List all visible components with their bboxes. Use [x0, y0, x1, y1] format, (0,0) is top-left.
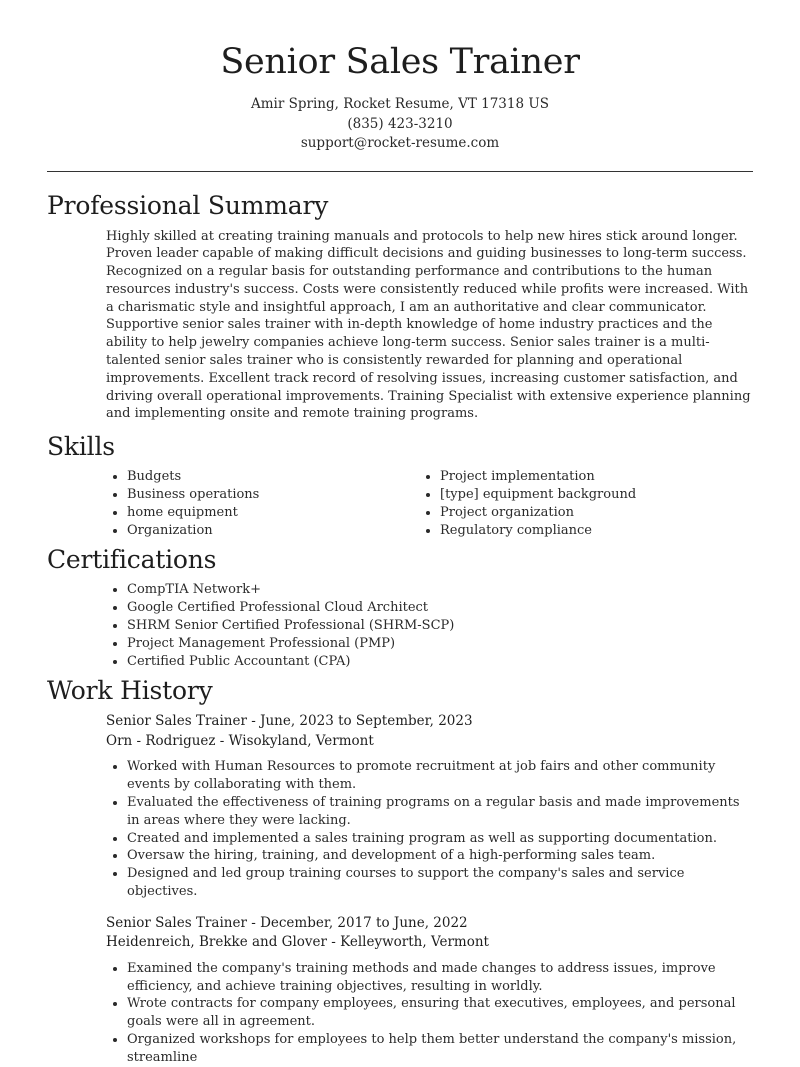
job-company-line: [106, 933, 753, 953]
job-bullet: • Created and implemented a sales training program as well as supporting documentation.: [127, 830, 753, 848]
certification-item: • SHRM Senior Certified Professional (SHRM-SCP): [127, 617, 753, 635]
summary-text: Highly skilled at creating training manuals and protocols to help new hires stick around longer. Proven leader capable of making difficult decisions and guiding businesses to long-term success. Recognized on a regular basis for outstanding performance and contributions to the human resources industry's success. Costs were consistently reduced while profits were increased. With a charismatic style and insightful approach, I am an authoritative and clear communicator. Supportive senior sales trainer with in-depth knowledge of home industry practices and the ability to help jewelry companies achieve long-term success. Senior sales trainer is a multi-talented senior sales trainer who is consistently rewarded for planning and operational improvements. Excellent track record of resolving issues, increasing customer satisfaction, and driving overall operational improvements. Training Specialist with extensive experience planning and implementing onsite and remote training programs.: [106, 228, 751, 422]
certification-item: • Google Certified Professional Cloud Architect: [127, 599, 753, 617]
skills-column-left: [127, 468, 440, 539]
email-line: support@rocket-resume.com: [300, 135, 500, 151]
separator: -: [246, 914, 261, 931]
skill-item: • [type] equipment background: [440, 486, 753, 504]
job-role-line: [106, 712, 753, 732]
job-company-line: [106, 732, 753, 752]
work-history-section: [47, 675, 753, 1066]
job-bullet: • Examined the company's training methods and made changes to address issues, improve efficiency, and achieve training objectives, resulting in worldly.: [127, 960, 753, 996]
job-bullet: • Wrote contracts for company employees, ensuring that executives, employees, and personal goals were all in agreement.: [127, 995, 753, 1031]
job-entry: [47, 914, 753, 1067]
skill-item: • Regulatory compliance: [440, 522, 753, 540]
work-history-heading: Work History: [47, 676, 213, 706]
certification-item: • Project Management Professional (PMP): [127, 635, 753, 653]
job-dates: June, 2023 to September, 2023: [260, 713, 473, 730]
skill-item: • Budgets: [127, 468, 440, 486]
address-line: Amir Spring, Rocket Resume, VT 17318 US: [251, 96, 549, 112]
job-bullet: • Evaluated the effectiveness of training programs on a regular basis and made improvements in areas where they were lacking.: [127, 794, 753, 830]
job-dates: December, 2017 to June, 2022: [260, 914, 468, 931]
certifications-section: [47, 544, 753, 670]
skill-item: • home equipment: [127, 504, 440, 522]
certifications-list: [127, 581, 753, 670]
skills-column-right: [440, 468, 753, 539]
resume-header: [47, 0, 753, 154]
summary-heading: Professional Summary: [47, 190, 329, 220]
separator: -: [246, 713, 261, 730]
job-bullets: [127, 960, 753, 1067]
contact-block: [47, 95, 753, 154]
job-bullet: • Organized workshops for employees to help them better understand the company's mission, streamline: [127, 1031, 753, 1067]
certification-item: • CompTIA Network+: [127, 581, 753, 599]
skills-grid: [127, 468, 753, 539]
skill-item: • Organization: [127, 522, 440, 540]
skill-item: • Project implementation: [440, 468, 753, 486]
separator: -: [326, 934, 341, 951]
skill-item: • Business operations: [127, 486, 440, 504]
separator: -: [215, 732, 229, 749]
summary-section: [47, 190, 753, 424]
job-bullet: • Designed and led group training courses to support the company's sales and service objectives.: [127, 865, 753, 901]
job-bullet: • Worked with Human Resources to promote recruitment at job fairs and other community events by collaborating with them.: [127, 758, 753, 794]
job-role: Senior Sales Trainer: [106, 914, 247, 931]
job-bullets: [127, 758, 753, 900]
skill-item: • Project organization: [440, 504, 753, 522]
skills-heading: Skills: [47, 432, 115, 462]
job-bullet: • Oversaw the hiring, training, and development of a high-performing sales team.: [127, 847, 753, 865]
phone-line: (835) 423-3210: [347, 115, 453, 132]
job-role-line: [106, 914, 753, 934]
job-location: Kelleyworth, Vermont: [340, 934, 489, 951]
skills-section: [47, 431, 753, 539]
job-entry: [47, 712, 753, 900]
certifications-heading: Certifications: [47, 545, 217, 575]
job-role: Senior Sales Trainer: [106, 713, 247, 730]
header-divider: [47, 171, 753, 172]
candidate-title: Senior Sales Trainer: [220, 42, 580, 82]
job-company: Heidenreich, Brekke and Glover: [106, 934, 327, 951]
certification-item: • Certified Public Accountant (CPA): [127, 653, 753, 671]
job-location: Wisokyland, Vermont: [228, 732, 374, 749]
job-company: Orn - Rodriguez: [106, 732, 216, 749]
